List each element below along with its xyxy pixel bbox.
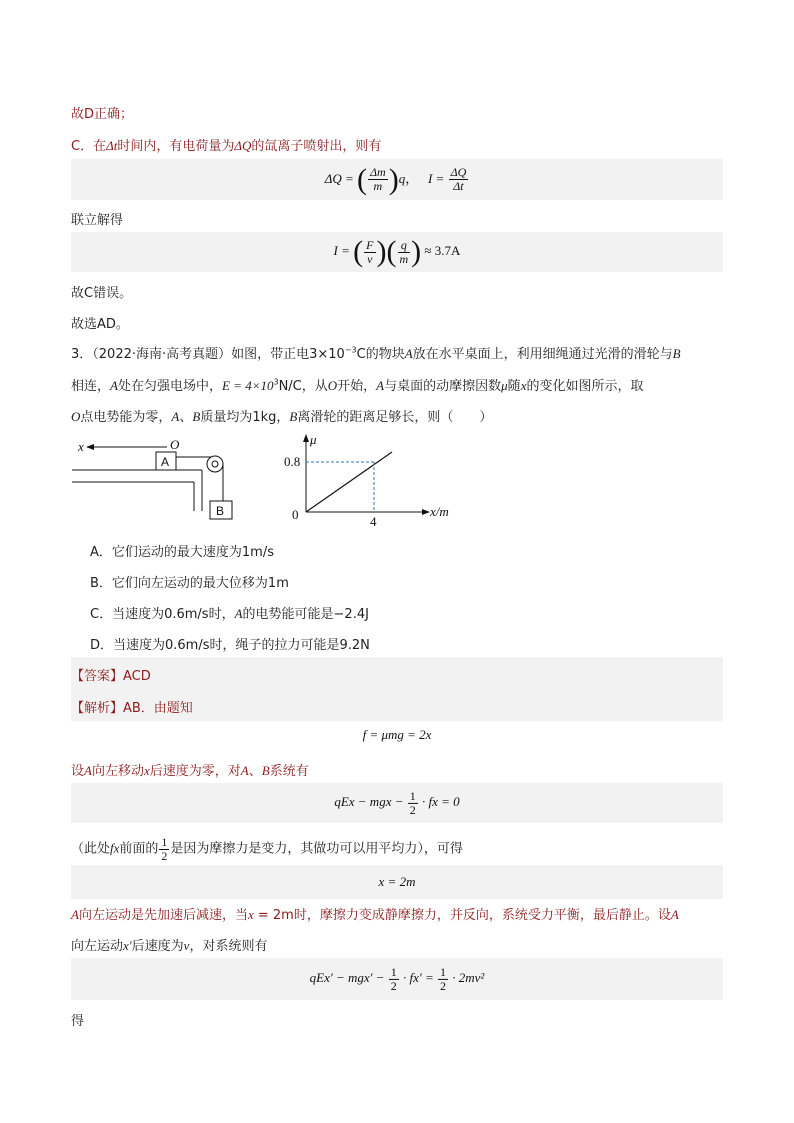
fraction xyxy=(398,239,411,265)
text: B．它们向左运动的最大位移为1m xyxy=(90,576,289,591)
text: 后速度为零，对 xyxy=(149,764,241,779)
eq-part: · fx = 0 xyxy=(422,793,460,809)
x-axis-label: x/m xyxy=(430,504,449,519)
x-axis-arrow xyxy=(422,509,430,515)
symbol: A xyxy=(240,763,249,778)
option-c xyxy=(90,603,369,622)
option-b xyxy=(90,572,289,591)
numerator: Δm xyxy=(369,165,386,180)
numerator: 1 xyxy=(440,964,447,979)
text-line xyxy=(71,135,381,154)
y-axis-label: μ xyxy=(310,432,317,447)
text-line xyxy=(71,760,309,779)
text: 、 xyxy=(248,764,262,779)
text: 故D正确； xyxy=(71,107,134,122)
text: 3．（2022·海南·高考真题）如图，带正电3×10 xyxy=(71,347,345,362)
text: 的电势能可能是−2.4J xyxy=(242,607,369,622)
text: 与桌面的动摩擦因数 xyxy=(384,379,502,394)
y-axis-arrow xyxy=(303,434,309,442)
symbol: x xyxy=(520,378,527,393)
symbol: A xyxy=(84,763,92,778)
eq-part: ΔQ = xyxy=(324,170,354,186)
equation-box xyxy=(71,159,723,200)
fraction xyxy=(438,966,448,992)
equation xyxy=(71,966,723,992)
symbol: B xyxy=(289,409,298,424)
symbol: B xyxy=(192,409,201,424)
symbol: A xyxy=(670,907,679,922)
option-a xyxy=(90,541,274,560)
symbol: x′ xyxy=(123,938,132,953)
answer-box xyxy=(71,657,723,689)
numerator: 1 xyxy=(390,964,397,979)
text-line xyxy=(71,836,463,862)
eq-part: q xyxy=(398,170,406,186)
fraction xyxy=(408,790,418,816)
text: 放在水平桌面上，利用细绳通过光滑的滑轮与 xyxy=(412,347,673,362)
text: 向左运动是先加速后减速，当 xyxy=(78,908,248,923)
equation-box xyxy=(71,958,723,1000)
symbol: fx xyxy=(110,840,120,856)
paren: ) xyxy=(411,235,422,268)
symbol: A xyxy=(404,346,413,361)
text: C．当速度为0.6m/s时， xyxy=(90,607,235,622)
text: 后速度为 xyxy=(131,939,184,954)
equation xyxy=(71,162,723,196)
numerator: 1 xyxy=(409,788,416,803)
text: （此处 xyxy=(71,841,111,857)
denominator: 2 xyxy=(161,848,168,863)
symbol: ΔQ xyxy=(234,138,252,153)
analysis-box xyxy=(71,689,723,721)
fraction xyxy=(368,166,388,192)
block-b-label: B xyxy=(216,504,225,518)
equation xyxy=(71,237,723,267)
symbol: A xyxy=(171,409,180,424)
text: 离滑轮的距离足够长，则（ ） xyxy=(297,410,493,425)
exponent: 3 xyxy=(273,377,279,387)
x-axis-label: x xyxy=(78,439,84,454)
text-line xyxy=(71,1010,84,1029)
analysis-text: 【解析】AB．由题知 xyxy=(71,701,193,716)
text: = 2m时，摩擦力变成静摩擦力，并反向，系统受力平衡，最后静止。设 xyxy=(253,908,671,923)
fraction xyxy=(449,166,469,192)
symbol: v xyxy=(183,938,190,953)
paren: ( xyxy=(356,162,367,196)
symbol: B xyxy=(672,346,681,361)
text: N/C，从 xyxy=(278,379,328,394)
text: 的变化如图所示，取 xyxy=(526,379,644,394)
apparatus-figure xyxy=(72,433,242,525)
eq-part: · fx′ = xyxy=(403,969,434,985)
symbol: E = 4×10 xyxy=(221,378,274,393)
text: 开始， xyxy=(337,379,377,394)
eq-part: ≈ 3.7A xyxy=(424,242,461,258)
block-a-label: A xyxy=(161,455,170,469)
numerator: ΔQ xyxy=(450,165,467,180)
denominator: m xyxy=(399,251,409,266)
text: D．当速度为0.6m/s时，绳子的拉力可能是9.2N xyxy=(90,638,370,653)
numerator: q xyxy=(398,239,411,253)
equation: f = μmg = 2x xyxy=(362,727,432,742)
question-line xyxy=(71,375,643,394)
eq-part: I = xyxy=(427,170,445,186)
text-line xyxy=(71,935,267,954)
text: 向左运动 xyxy=(71,939,124,954)
text: C的物块 xyxy=(356,347,405,362)
pulley xyxy=(207,456,223,472)
symbol: A xyxy=(110,378,118,393)
text: 得 xyxy=(71,1014,85,1029)
text: ，对系统则有 xyxy=(189,939,268,954)
text: 系统有 xyxy=(269,764,309,779)
text: C．在 xyxy=(71,139,107,154)
denominator: 2 xyxy=(390,978,397,993)
text-line xyxy=(71,103,133,122)
x-arrow-head xyxy=(86,444,94,450)
numerator: 1 xyxy=(161,835,168,849)
symbol: Δt xyxy=(106,138,118,153)
text: 是因为摩擦力是变力，其做功可以用平均力），可得 xyxy=(170,841,463,857)
text: 联立解得 xyxy=(71,213,124,228)
option-d xyxy=(90,634,370,653)
text: 、 xyxy=(179,410,193,425)
equation-box xyxy=(71,232,723,272)
equation: x = 2m xyxy=(378,874,416,889)
denominator: m xyxy=(373,179,383,193)
question-line xyxy=(71,406,492,425)
eq-part: I = xyxy=(333,242,350,258)
exponent: −3 xyxy=(344,345,357,355)
denominator: 2 xyxy=(409,802,416,817)
fraction xyxy=(159,836,169,862)
text: 相连， xyxy=(71,379,111,394)
text: 质量均为1kg， xyxy=(200,410,290,425)
text: A．它们运动的最大速度为1m/s xyxy=(90,545,274,560)
mu-x-graph xyxy=(284,432,464,532)
text: 设 xyxy=(71,764,85,779)
text-line xyxy=(71,282,132,301)
fraction xyxy=(364,239,375,265)
symbol: A xyxy=(71,907,79,922)
numerator: F xyxy=(366,237,374,252)
y-tick-label: 0.8 xyxy=(284,454,301,469)
text: 点电势能为零， xyxy=(80,410,172,425)
text-line xyxy=(71,209,123,228)
origin-label: O xyxy=(170,437,180,452)
fraction xyxy=(389,966,399,992)
symbol: O xyxy=(71,409,81,424)
symbol: x xyxy=(143,763,150,778)
eq-part: qEx′ − mgx′ − xyxy=(309,969,385,985)
text: 向左移动 xyxy=(91,764,144,779)
text: 处在匀强电场中， xyxy=(117,379,222,394)
symbol: O xyxy=(327,378,338,393)
text: 的氙离子喷射出，则有 xyxy=(251,139,382,154)
denominator: 2 xyxy=(440,978,447,993)
symbol: B xyxy=(261,763,270,778)
equation-box xyxy=(71,865,723,899)
equation xyxy=(71,790,723,816)
eq-part: ， xyxy=(405,170,419,186)
text-line xyxy=(71,313,129,332)
question-line xyxy=(71,343,681,362)
mu-line xyxy=(306,452,392,512)
paren: ( xyxy=(353,235,364,268)
text: 故选AD。 xyxy=(71,317,129,332)
text: 随 xyxy=(507,379,521,394)
text: 时间内，有电荷量为 xyxy=(117,139,235,154)
paren: ( xyxy=(386,235,397,268)
symbol: μ xyxy=(501,378,508,393)
symbol: A xyxy=(234,606,243,621)
paren: ) xyxy=(376,235,387,268)
equation-box xyxy=(71,721,723,749)
denominator: Δt xyxy=(453,179,464,193)
eq-part: · 2mv² xyxy=(452,969,485,985)
origin-tick: 0 xyxy=(292,507,299,522)
symbol: A xyxy=(376,378,385,393)
answer-text: 【答案】ACD xyxy=(71,669,151,684)
equation-box xyxy=(71,783,723,823)
text: 故C错误。 xyxy=(71,286,133,301)
x-tick-label: 4 xyxy=(370,514,377,529)
text: 前面的 xyxy=(119,841,159,857)
symbol: x xyxy=(247,907,254,922)
denominator: v xyxy=(367,251,373,266)
eq-part: qEx − mgx − xyxy=(334,793,404,809)
paren: ) xyxy=(388,162,399,196)
text-line xyxy=(71,904,679,923)
